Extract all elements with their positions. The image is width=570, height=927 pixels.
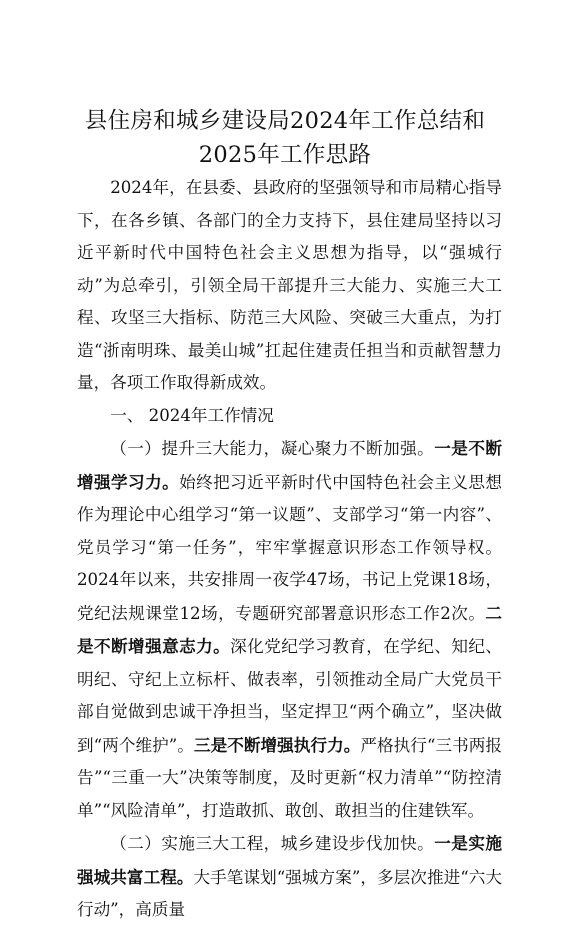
subsection-1-point-2-bold: 二是不断增强意志力。 — [77, 602, 502, 656]
page-title: 县住房和城乡建设局2024年工作总结和2025年工作思路 — [84, 108, 486, 168]
subsection-1-point-1-bold: 一是不断增强学习力。 — [77, 438, 503, 492]
document-body — [77, 172, 502, 927]
subsection-1-point-2-text: 深化党纪学习教育，在学纪、知纪、明纪、守纪上立标杆、做表率，引领推动全局广大党员干部自觉做到忠诚干净担当，坚定捍卫“两个确立”，坚决做到“两个维护”。 — [77, 637, 503, 755]
subsection-1-point-3-bold: 三是不断增强执行力。 — [193, 734, 361, 755]
subsection-2-point-1-text: 大手笔谋划“强城方案”，多层次推进“六大行动”，高质量 — [77, 867, 503, 919]
section-heading-1: 一、 2024年工作情况 — [110, 405, 274, 425]
subsection-1-point-3-text: 严格执行“三书两报告”“三重一大”决策等制度，及时更新“权力清单”“防控清单”“风险清单”，打造敢抓、敢创、敢担当的住建铁军。 — [77, 735, 503, 820]
subsection-1-point-1-text: 始终把习近平新时代中国特色社会主义思想作为理论中心组学习“第一议题”、支部学习“第一内容”、党员学习“第一任务”，牢牢掌握意识形态工作领导权。2024年以来，共安排周一夜学47场，书记上党课18场，党纪法规课堂12场，专题研究部署意识形态工作2次。 — [77, 472, 503, 623]
subsection-2-paragraph — [77, 827, 502, 927]
subsection-2-point-1-bold: 一是实施强城共富工程。 — [77, 833, 503, 887]
intro-paragraph: 2024年，在县委、县政府的坚强领导和市局精心指导下，在各乡镇、各部门的全力支持下，县住建局坚持以习近平新时代中国特色社会主义思想为指导，以“强城行动”为总牵引，引领全局干部提升三大能力、实施三大工程、攻坚三大指标、防范三大风险、突破三大重点，为打造“浙南明珠、最美山城”扛起住建责任担当和贡献智慧力量，各项工作取得新成效。 — [77, 178, 502, 392]
subsection-1-paragraph — [77, 432, 502, 827]
subsection-2-lead: （二）实施三大工程，城乡建设步伐加快。 — [110, 834, 435, 853]
subsection-1-lead: （一）提升三大能力，凝心聚力不断加强。 — [110, 439, 435, 458]
